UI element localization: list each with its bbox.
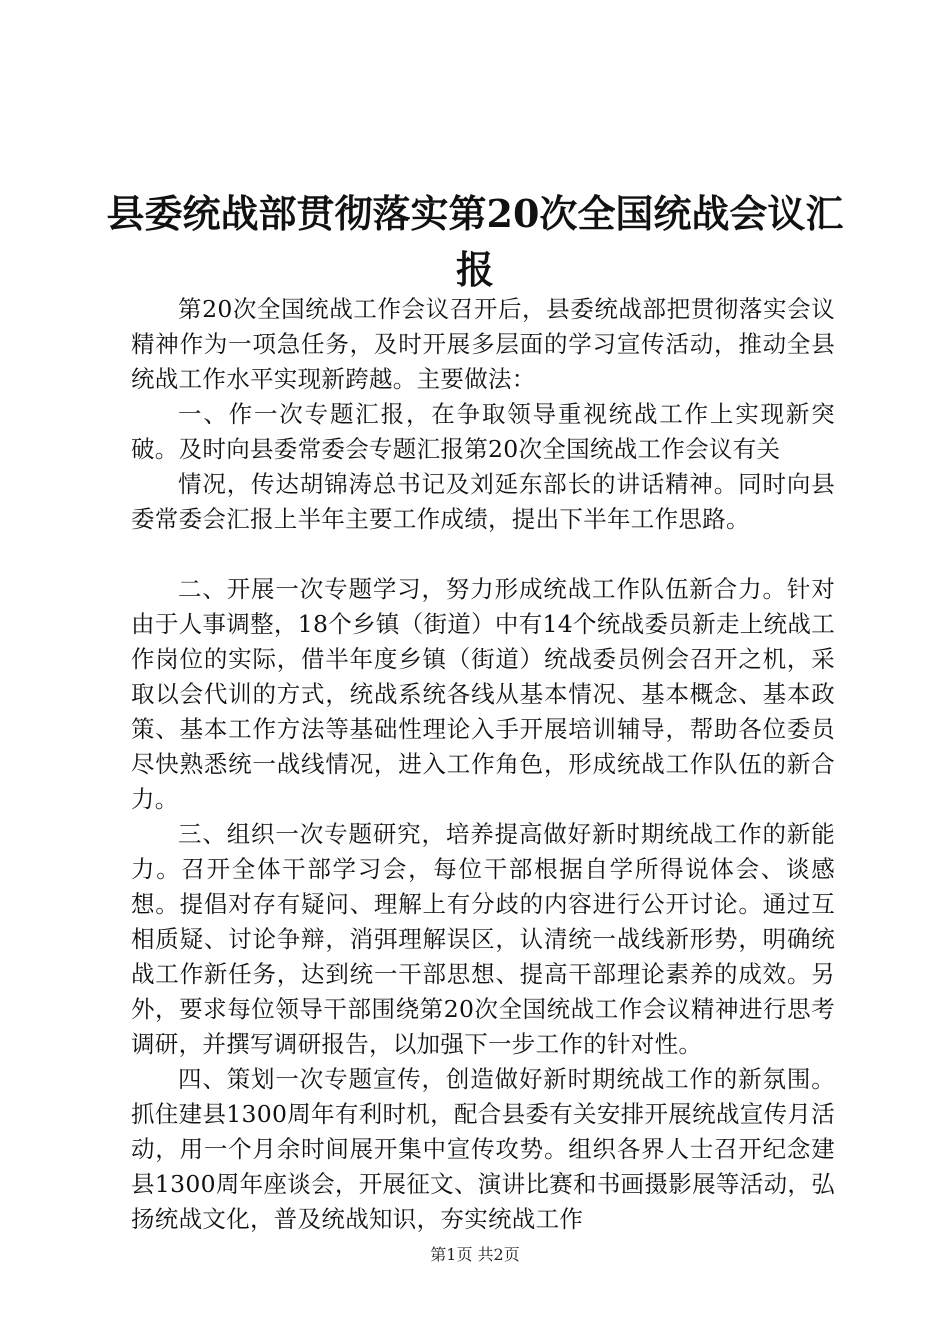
paragraph-intro: 第20次全国统战工作会议召开后，县委统战部把贯彻落实会议精神作为一项急任务，及时开展多层面的学习宣传活动，推动全县统战工作水平实现新跨越。主要做法： — [131, 295, 835, 393]
document-body — [131, 292, 835, 1237]
paragraph-section-2: 二、开展一次专题学习，努力形成统战工作队伍新合力。针对由于人事调整，18个乡镇（街道）中有14个统战委员新走上统战工作岗位的实际，借半年度乡镇（街道）统战委员例会召开之机，采取以会代训的方式，统战系统各线从基本情况、基本概念、基本政策、基本工作方法等基础性理论入手开展培训辅导，帮助各位委员尽快熟悉统一战线情况，进入工作角色，形成统战工作队伍的新合力。 — [131, 575, 835, 813]
page-number-footer: 第1页 共2页 — [430, 1245, 520, 1264]
document-title-line1: 县委统战部贯彻落实第20次全国统战会议汇 — [106, 191, 844, 236]
paragraph-section-3: 三、组织一次专题研究，培养提高做好新时期统战工作的新能力。召开全体干部学习会，每位干部根据自学所得说体会、谈感想。提倡对存有疑问、理解上有分歧的内容进行公开讨论。通过互相质疑、讨论争辩，消弭理解误区，认清统一战线新形势，明确统战工作新任务，达到统一干部思想、提高干部理论素养的成效。另外，要求每位领导干部围绕第20次全国统战工作会议精神进行思考调研，并撰写调研报告，以加强下一步工作的针对性。 — [131, 820, 835, 1058]
paragraph-section-1-continued: 情况，传达胡锦涛总书记及刘延东部长的讲话精神。同时向县委常委会汇报上半年主要工作成绩，提出下半年工作思路。 — [131, 470, 835, 533]
paragraph-section-1: 一、作一次专题汇报，在争取领导重视统战工作上实现新突破。及时向县委常委会专题汇报第20次全国统战工作会议有关 — [131, 400, 835, 463]
paragraph-section-4: 四、策划一次专题宣传，创造做好新时期统战工作的新氛围。抓住建县1300周年有利时机，配合县委有关安排开展统战宣传月活动，用一个月余时间展开集中宣传攻势。组织各界人士召开纪念建县1300周年座谈会，开展征文、演讲比赛和书画摄影展等活动，弘扬统战文化，普及统战知识，夯实统战工作 — [131, 1065, 835, 1233]
document-title-line2: 报 — [455, 247, 494, 292]
